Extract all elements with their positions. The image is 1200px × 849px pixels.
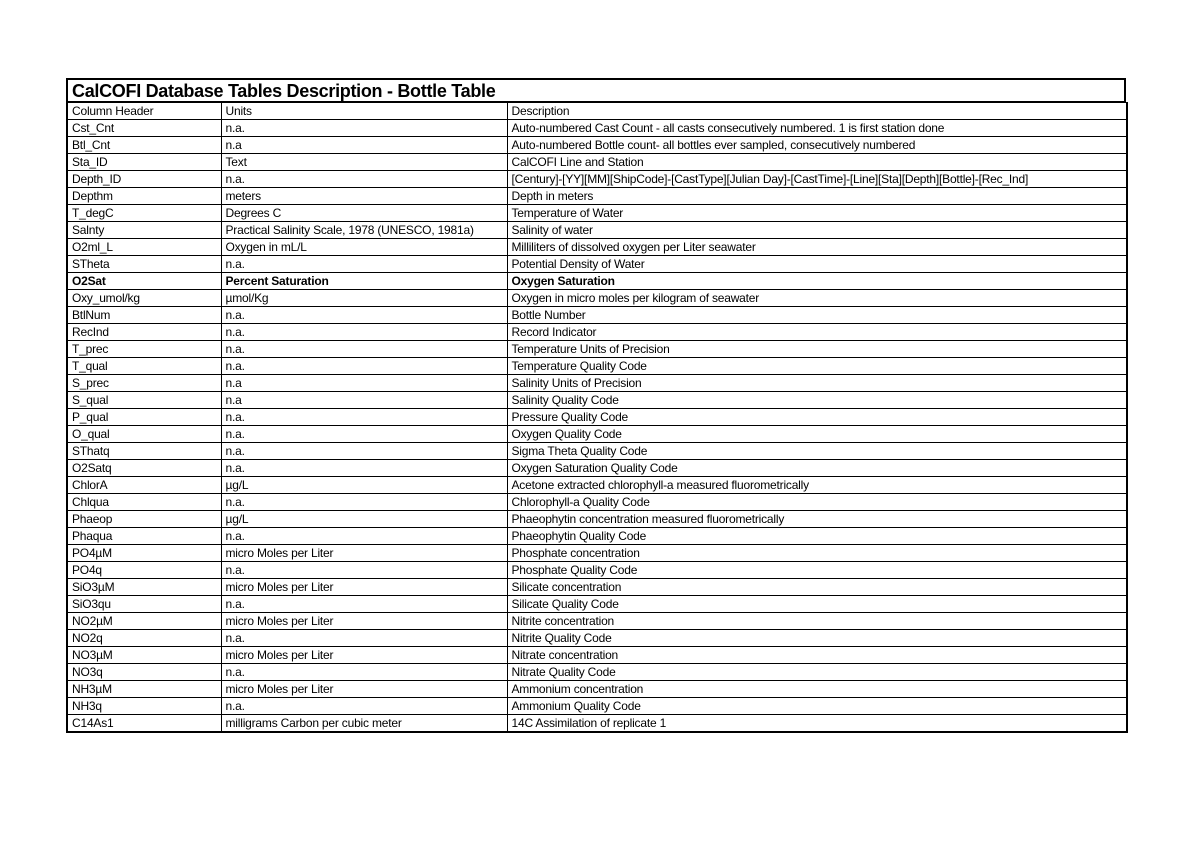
table-row [67, 460, 1127, 477]
row-description: Oxygen Saturation [507, 273, 1127, 290]
row-column-header: P_qual [67, 409, 221, 426]
row-description: Phaeophytin concentration measured fluorometrically [507, 511, 1127, 528]
row-description: Nitrate Quality Code [507, 664, 1127, 681]
row-units: n.a [221, 392, 507, 409]
table-row [67, 392, 1127, 409]
table-row [67, 358, 1127, 375]
bottle-table [66, 102, 1128, 733]
table-row [67, 426, 1127, 443]
row-description: Nitrate concentration [507, 647, 1127, 664]
row-description: [Century]-[YY][MM][ShipCode]-[CastType][Julian Day]-[CastTime]-[Line][Sta][Depth][Bottle]-[Rec_Ind] [507, 171, 1127, 188]
row-column-header: BtlNum [67, 307, 221, 324]
row-column-header: RecInd [67, 324, 221, 341]
row-column-header: Depthm [67, 188, 221, 205]
table-row [67, 375, 1127, 392]
row-column-header: T_qual [67, 358, 221, 375]
row-description: Phosphate Quality Code [507, 562, 1127, 579]
table-row [67, 579, 1127, 596]
table-row [67, 494, 1127, 511]
row-description: CalCOFI Line and Station [507, 154, 1127, 171]
row-units: n.a. [221, 120, 507, 137]
row-description: Temperature Units of Precision [507, 341, 1127, 358]
row-description: Ammonium concentration [507, 681, 1127, 698]
row-units: n.a. [221, 171, 507, 188]
row-column-header: Depth_ID [67, 171, 221, 188]
table-row [67, 222, 1127, 239]
table-row [67, 120, 1127, 137]
row-units: n.a. [221, 460, 507, 477]
row-description: Silicate Quality Code [507, 596, 1127, 613]
row-description: Depth in meters [507, 188, 1127, 205]
row-column-header: NO3µM [67, 647, 221, 664]
table-row [67, 630, 1127, 647]
row-units: n.a. [221, 630, 507, 647]
row-units: n.a. [221, 443, 507, 460]
row-column-header: ChlorA [67, 477, 221, 494]
row-column-header: Btl_Cnt [67, 137, 221, 154]
row-column-header: NO2q [67, 630, 221, 647]
table-row [67, 307, 1127, 324]
row-units: n.a. [221, 698, 507, 715]
table-row [67, 171, 1127, 188]
row-column-header: SiO3µM [67, 579, 221, 596]
table-row [67, 545, 1127, 562]
row-column-header: Oxy_umol/kg [67, 290, 221, 307]
row-units: Degrees C [221, 205, 507, 222]
row-column-header: Cst_Cnt [67, 120, 221, 137]
row-column-header: SiO3qu [67, 596, 221, 613]
row-description: Milliliters of dissolved oxygen per Liter seawater [507, 239, 1127, 256]
row-description: Temperature Quality Code [507, 358, 1127, 375]
row-description: Oxygen in micro moles per kilogram of seawater [507, 290, 1127, 307]
table-row [67, 596, 1127, 613]
row-description: Chlorophyll-a Quality Code [507, 494, 1127, 511]
row-description: Acetone extracted chlorophyll-a measured fluorometrically [507, 477, 1127, 494]
row-column-header: O_qual [67, 426, 221, 443]
table-row [67, 324, 1127, 341]
row-units: µg/L [221, 477, 507, 494]
row-description: Oxygen Quality Code [507, 426, 1127, 443]
table-row [67, 341, 1127, 358]
table-row [67, 562, 1127, 579]
table-row [67, 664, 1127, 681]
table-header-row [67, 103, 1127, 120]
header-units: Units [221, 103, 507, 120]
table-row [67, 511, 1127, 528]
row-column-header: Sta_ID [67, 154, 221, 171]
table-row [67, 715, 1127, 733]
row-units: n.a. [221, 307, 507, 324]
row-description: 14C Assimilation of replicate 1 [507, 715, 1127, 733]
row-units: n.a [221, 375, 507, 392]
table-row [67, 256, 1127, 273]
row-description: Potential Density of Water [507, 256, 1127, 273]
table-row [67, 290, 1127, 307]
row-description: Nitrite concentration [507, 613, 1127, 630]
header-column-header: Column Header [67, 103, 221, 120]
header-description: Description [507, 103, 1127, 120]
row-column-header: T_degC [67, 205, 221, 222]
table-row [67, 528, 1127, 545]
row-description: Temperature of Water [507, 205, 1127, 222]
row-column-header: PO4µM [67, 545, 221, 562]
row-description: Nitrite Quality Code [507, 630, 1127, 647]
row-units: micro Moles per Liter [221, 579, 507, 596]
row-column-header: T_prec [67, 341, 221, 358]
row-column-header: Chlqua [67, 494, 221, 511]
table-row [67, 477, 1127, 494]
row-units: Oxygen in mL/L [221, 239, 507, 256]
row-column-header: NH3q [67, 698, 221, 715]
row-column-header: C14As1 [67, 715, 221, 733]
row-units: meters [221, 188, 507, 205]
table-row [67, 443, 1127, 460]
table-row [67, 137, 1127, 154]
row-column-header: SThatq [67, 443, 221, 460]
row-units: n.a. [221, 256, 507, 273]
table-row [67, 613, 1127, 630]
row-column-header: O2Sat [67, 273, 221, 290]
row-units: n.a. [221, 528, 507, 545]
bottle-table-sheet [66, 78, 1126, 733]
row-description: Auto-numbered Cast Count - all casts consecutively numbered. 1 is first station done [507, 120, 1127, 137]
row-units: micro Moles per Liter [221, 647, 507, 664]
row-description: Oxygen Saturation Quality Code [507, 460, 1127, 477]
row-column-header: NO3q [67, 664, 221, 681]
row-column-header: Phaeop [67, 511, 221, 528]
row-description: Pressure Quality Code [507, 409, 1127, 426]
row-description: Auto-numbered Bottle count- all bottles ever sampled, consecutively numbered [507, 137, 1127, 154]
table-row [67, 681, 1127, 698]
row-column-header: S_prec [67, 375, 221, 392]
row-units: Percent Saturation [221, 273, 507, 290]
sheet-title: CalCOFI Database Tables Description - Bottle Table [66, 78, 1126, 102]
row-units: µg/L [221, 511, 507, 528]
table-row [67, 239, 1127, 256]
row-units: n.a. [221, 358, 507, 375]
row-column-header: O2Satq [67, 460, 221, 477]
table-row [67, 154, 1127, 171]
row-units: n.a [221, 137, 507, 154]
row-description: Phosphate concentration [507, 545, 1127, 562]
row-column-header: NO2µM [67, 613, 221, 630]
row-description: Bottle Number [507, 307, 1127, 324]
row-units: n.a. [221, 409, 507, 426]
row-column-header: Salnty [67, 222, 221, 239]
row-units: µmol/Kg [221, 290, 507, 307]
row-column-header: S_qual [67, 392, 221, 409]
table-row [67, 273, 1127, 290]
row-units: n.a. [221, 341, 507, 358]
row-units: milligrams Carbon per cubic meter [221, 715, 507, 733]
row-units: micro Moles per Liter [221, 613, 507, 630]
row-units: n.a. [221, 562, 507, 579]
row-units: n.a. [221, 664, 507, 681]
row-column-header: Phaqua [67, 528, 221, 545]
row-description: Salinity Units of Precision [507, 375, 1127, 392]
row-units: n.a. [221, 426, 507, 443]
row-description: Ammonium Quality Code [507, 698, 1127, 715]
row-column-header: STheta [67, 256, 221, 273]
row-column-header: NH3µM [67, 681, 221, 698]
row-units: micro Moles per Liter [221, 681, 507, 698]
row-units: n.a. [221, 494, 507, 511]
row-description: Silicate concentration [507, 579, 1127, 596]
row-units: n.a. [221, 324, 507, 341]
row-units: n.a. [221, 596, 507, 613]
row-description: Record Indicator [507, 324, 1127, 341]
row-units: micro Moles per Liter [221, 545, 507, 562]
table-row [67, 205, 1127, 222]
row-units: Text [221, 154, 507, 171]
table-row [67, 647, 1127, 664]
row-description: Salinity of water [507, 222, 1127, 239]
row-description: Sigma Theta Quality Code [507, 443, 1127, 460]
row-description: Salinity Quality Code [507, 392, 1127, 409]
table-row [67, 409, 1127, 426]
row-units: Practical Salinity Scale, 1978 (UNESCO, 1981a) [221, 222, 507, 239]
row-column-header: O2ml_L [67, 239, 221, 256]
table-row [67, 698, 1127, 715]
row-column-header: PO4q [67, 562, 221, 579]
table-row [67, 188, 1127, 205]
row-description: Phaeophytin Quality Code [507, 528, 1127, 545]
